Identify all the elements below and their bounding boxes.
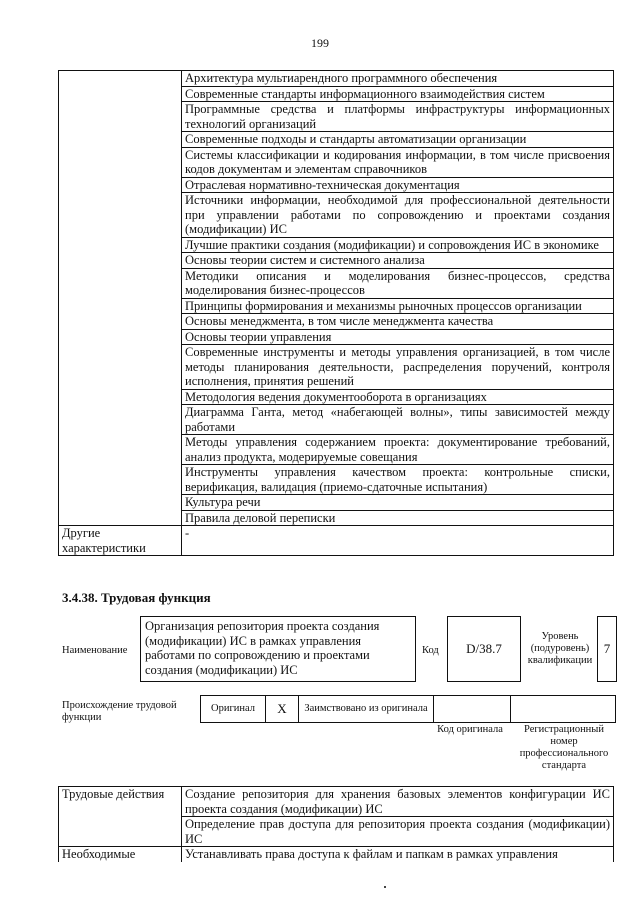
origin-table bbox=[200, 695, 616, 723]
knowledge-item: Программные средства и платформы инфраструктуры информационных технологий организаций bbox=[182, 102, 614, 132]
table-row bbox=[59, 526, 614, 556]
code-value: D/38.7 bbox=[447, 616, 521, 682]
knowledge-item: Методы управления содержанием проекта: документирование требований, анализ продукта, модерируемые совещания bbox=[182, 435, 614, 465]
knowledge-item: Основы теории систем и системного анализа bbox=[182, 253, 614, 269]
code-label: Код bbox=[422, 645, 439, 656]
action-item: Определение прав доступа для репозитория проекта создания (модификации) ИС bbox=[182, 817, 614, 847]
page-number: 199 bbox=[311, 36, 329, 50]
original-code-cell bbox=[434, 696, 511, 723]
knowledge-item: Отраслевая нормативно-техническая документация bbox=[182, 177, 614, 193]
knowledge-item: Методология ведения документооборота в организациях bbox=[182, 389, 614, 405]
name-label: Наименование bbox=[62, 645, 128, 656]
knowledge-item: Принципы формирования и механизмы рыночных процессов организации bbox=[182, 298, 614, 314]
knowledge-item: Основы менеджмента, в том числе менеджмента качества bbox=[182, 314, 614, 330]
origin-reg-caption: Регистрационный номер профессионального стандарта bbox=[519, 724, 609, 771]
section-heading: 3.4.38. Трудовая функция bbox=[62, 590, 211, 605]
knowledge-item: Основы теории управления bbox=[182, 329, 614, 345]
knowledge-item: Лучшие практики создания (модификации) и сопровождения ИС в экономике bbox=[182, 237, 614, 253]
footer-mark bbox=[384, 886, 386, 888]
table-row bbox=[59, 787, 614, 817]
name-value: Организация репозитория проекта создания (модификации) ИС в рамках управления работами по сопровождению и проектами создания (модификации) ИС bbox=[140, 616, 416, 682]
original-mark: X bbox=[266, 696, 299, 723]
knowledge-item: Современные подходы и стандарты автоматизации организации bbox=[182, 132, 614, 148]
level-label: Уровень (подуровень) квалификации bbox=[527, 631, 593, 666]
skills-label: Необходимые bbox=[59, 847, 182, 862]
action-item: Создание репозитория для хранения базовых элементов конфигурации ИС проекта создания (модификации) ИС bbox=[182, 787, 614, 817]
actions-table bbox=[58, 786, 614, 862]
other-characteristics-label: Другие характеристики bbox=[59, 526, 182, 556]
knowledge-label-cell bbox=[59, 71, 182, 526]
borrowed-label: Заимствовано из оригинала bbox=[299, 696, 434, 723]
origin-label: Происхождение трудовой функции bbox=[62, 700, 177, 723]
knowledge-item: Правила деловой переписки bbox=[182, 510, 614, 526]
knowledge-item: Диаграмма Ганта, метод «набегающей волны», типы зависимостей между работами bbox=[182, 405, 614, 435]
table-row bbox=[59, 71, 614, 87]
origin-code-caption: Код оригинала bbox=[437, 724, 503, 735]
knowledge-item: Современные инструменты и методы управления организацией, в том числе методы планирования деятельности, распределения поручений, контроля исполнения, принятия решений bbox=[182, 345, 614, 390]
knowledge-table bbox=[58, 70, 614, 556]
table-row bbox=[59, 847, 614, 862]
actions-label: Трудовые действия bbox=[59, 787, 182, 847]
knowledge-item: Современные стандарты информационного взаимодействия систем bbox=[182, 86, 614, 102]
knowledge-item: Источники информации, необходимой для профессиональной деятельности при управлении работами по сопровождению и проектами создания (модификации) ИС bbox=[182, 193, 614, 238]
knowledge-item: Архитектура мультиарендного программного обеспечения bbox=[182, 71, 614, 87]
level-value: 7 bbox=[597, 616, 617, 682]
knowledge-item: Инструменты управления качеством проекта: контрольные списки, верификация, валидация (приемо-сдаточные испытания) bbox=[182, 465, 614, 495]
knowledge-item: Системы классификации и кодирования информации, в том числе присвоения кодов документам и элементам справочников bbox=[182, 147, 614, 177]
knowledge-item: Методики описания и моделирования бизнес-процессов, средства моделирования бизнес-процессов bbox=[182, 268, 614, 298]
knowledge-item: Культура речи bbox=[182, 495, 614, 511]
skill-item: Устанавливать права доступа к файлам и папкам в рамках управления bbox=[182, 847, 614, 862]
original-label: Оригинал bbox=[201, 696, 266, 723]
other-characteristics-value: - bbox=[182, 526, 614, 556]
registration-number-cell bbox=[511, 696, 616, 723]
